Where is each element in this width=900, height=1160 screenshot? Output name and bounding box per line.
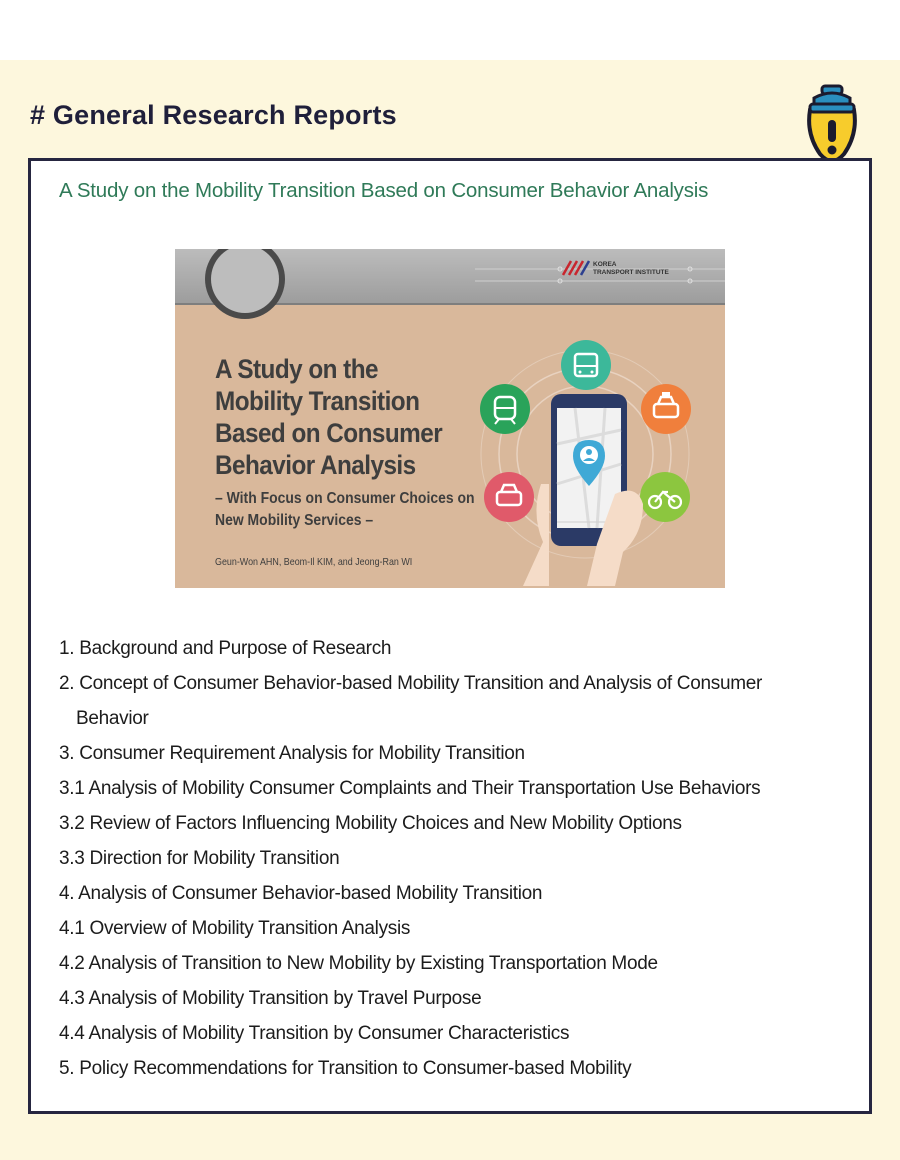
cover-title: A Study on the Mobility Transition Based on Consumer Behavior Analysis bbox=[215, 354, 443, 480]
taxi-icon bbox=[641, 384, 691, 434]
cover-authors: Geun-Won AHN, Beom-Il KIM, and Jeong-Ran WI bbox=[215, 556, 413, 568]
car-icon bbox=[484, 472, 534, 522]
cover-subtitle: – With Focus on Consumer Choices on New Mobility Services – bbox=[215, 490, 475, 529]
toc-item-continuation-text: Behavior bbox=[76, 708, 149, 729]
kti-logo-icon bbox=[561, 259, 591, 277]
toc-item: 4.3 Analysis of Mobility Transition by Travel Purpose bbox=[59, 988, 482, 1009]
bicycle-icon bbox=[640, 472, 690, 522]
report-title[interactable]: A Study on the Mobility Transition Based on Consumer Behavior Analysis bbox=[59, 179, 709, 202]
toc-item: 1. Background and Purpose of Research bbox=[59, 638, 392, 659]
cover-publisher: KOREA TRANSPORT INSTITUTE bbox=[593, 261, 669, 276]
toc-item: 2. Concept of Consumer Behavior-based Mobility Transition and Analysis of Consumer bbox=[59, 673, 763, 694]
toc-item: 4.1 Overview of Mobility Transition Analysis bbox=[59, 918, 411, 939]
cover-mobility-illustration bbox=[465, 334, 705, 586]
smartphone-icon bbox=[523, 394, 643, 586]
report-cover-image bbox=[175, 249, 725, 588]
toc-item-continuation bbox=[59, 701, 859, 736]
train-icon bbox=[480, 384, 530, 434]
section-heading: # General Research Reports bbox=[30, 100, 397, 130]
toc-item: 3.3 Direction for Mobility Transition bbox=[59, 848, 340, 869]
toc-item: 4. Analysis of Consumer Behavior-based Mobility Transition bbox=[59, 883, 543, 904]
bus-icon bbox=[561, 340, 611, 390]
toc-item: 5. Policy Recommendations for Transition to Consumer-based Mobility bbox=[59, 1058, 632, 1079]
toc-item: 4.4 Analysis of Mobility Transition by Consumer Characteristics bbox=[59, 1023, 570, 1044]
toc-item: 3.2 Review of Factors Influencing Mobility Choices and New Mobility Options bbox=[59, 813, 682, 834]
toc-item: 4.2 Analysis of Transition to New Mobility by Existing Transportation Mode bbox=[59, 953, 658, 974]
toc-item: 3.1 Analysis of Mobility Consumer Complaints and Their Transportation Use Behaviors bbox=[59, 778, 761, 799]
report-panel bbox=[28, 158, 872, 1114]
table-of-contents bbox=[59, 631, 859, 1086]
toc-item: 3. Consumer Requirement Analysis for Mobility Transition bbox=[59, 743, 525, 764]
